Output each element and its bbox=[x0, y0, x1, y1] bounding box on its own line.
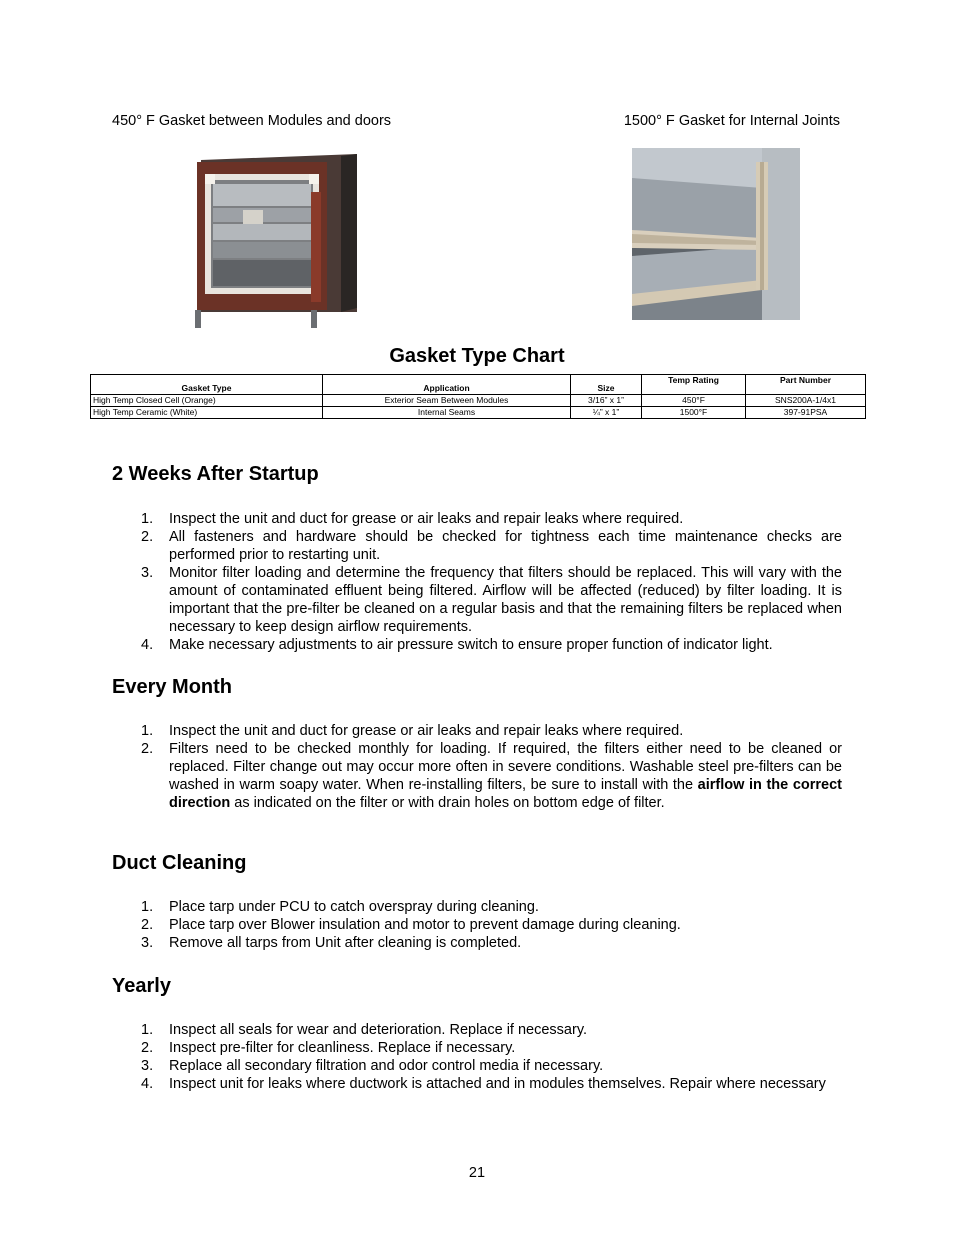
item-text: Inspect all seals for wear and deterioration. Replace if necessary. bbox=[169, 1022, 588, 1038]
item-text: Remove all tarps from Unit after cleaning is completed. bbox=[169, 935, 522, 951]
header-size: Size bbox=[571, 375, 642, 395]
item-number: 2. bbox=[141, 529, 154, 545]
cabinet-gasket-photo bbox=[191, 152, 357, 328]
item-text: Inspect the unit and duct for grease or air leaks and repair leaks where required. bbox=[169, 511, 684, 527]
page-number: 21 bbox=[468, 1165, 486, 1181]
item-number: 4. bbox=[141, 637, 154, 653]
item-text: Monitor filter loading and determine the frequency that filters should be replaced. This will vary with the amount of contaminated effluent being filtered. Airflow will be affected (reduced) by filter loading. It is important that the pre-filter be cleaned on a regular basis and that the remaining filters be replaced when necessary to keep design airflow requirements. bbox=[169, 565, 842, 635]
cell-application: Internal Seams bbox=[323, 407, 571, 419]
item-number: 3. bbox=[141, 935, 154, 951]
list-item bbox=[112, 740, 842, 812]
list-item bbox=[112, 722, 842, 740]
gasket-type-table bbox=[90, 374, 866, 419]
cell-size: ¼” x 1” bbox=[571, 407, 642, 419]
cell-application: Exterior Seam Between Modules bbox=[323, 395, 571, 407]
list-yearly bbox=[112, 1021, 842, 1093]
list-item bbox=[112, 1039, 842, 1057]
header-part-number: Part Number bbox=[746, 375, 866, 395]
list-item bbox=[112, 1021, 842, 1039]
item-text-bold: airflow in the correct direction bbox=[169, 777, 842, 811]
list-item bbox=[112, 1075, 842, 1093]
photo-caption-left: 450° F Gasket between Modules and doors bbox=[112, 113, 392, 129]
item-text: All fasteners and hardware should be checked for tightness each time maintenance checks are performed prior to restarting unit. bbox=[169, 529, 842, 563]
item-number: 1. bbox=[141, 899, 154, 915]
list-every-month bbox=[112, 722, 842, 812]
item-text: Place tarp under PCU to catch overspray during cleaning. bbox=[169, 899, 539, 915]
chart-title: Gasket Type Chart bbox=[389, 345, 565, 367]
photo-caption-right: 1500° F Gasket for Internal Joints bbox=[623, 113, 840, 129]
section-heading-duct-cleaning: Duct Cleaning bbox=[112, 852, 247, 874]
cell-temp-rating: 450°F bbox=[642, 395, 746, 407]
item-text: Inspect unit for leaks where ductwork is attached and in modules themselves. Repair where necessary bbox=[169, 1076, 826, 1092]
header-temp-rating: Temp Rating bbox=[642, 375, 746, 395]
table-header-row bbox=[91, 375, 866, 395]
list-item bbox=[112, 564, 842, 636]
table-row bbox=[91, 395, 866, 407]
item-text: Make necessary adjustments to air pressure switch to ensure proper function of indicator light. bbox=[169, 637, 773, 653]
header-gasket-type: Gasket Type bbox=[91, 375, 323, 395]
list-duct-cleaning bbox=[112, 898, 842, 952]
cell-gasket-type: High Temp Closed Cell (Orange) bbox=[91, 395, 323, 407]
item-number: 1. bbox=[141, 511, 154, 527]
list-2-weeks bbox=[112, 510, 842, 654]
cell-gasket-type: High Temp Ceramic (White) bbox=[91, 407, 323, 419]
item-number: 2. bbox=[141, 1040, 154, 1056]
cell-temp-rating: 1500°F bbox=[642, 407, 746, 419]
item-number: 2. bbox=[141, 917, 154, 933]
list-item bbox=[112, 934, 842, 952]
table-row bbox=[91, 407, 866, 419]
list-item bbox=[112, 916, 842, 934]
list-item bbox=[112, 528, 842, 564]
item-number: 3. bbox=[141, 565, 154, 581]
item-number: 4. bbox=[141, 1076, 154, 1092]
cell-part-number: 397-91PSA bbox=[746, 407, 866, 419]
internal-joint-gasket-photo bbox=[632, 148, 800, 320]
list-item bbox=[112, 510, 842, 528]
item-text: Place tarp over Blower insulation and motor to prevent damage during cleaning. bbox=[169, 917, 681, 933]
header-application: Application bbox=[323, 375, 571, 395]
list-item bbox=[112, 636, 842, 654]
item-number: 1. bbox=[141, 723, 154, 739]
section-heading-2-weeks: 2 Weeks After Startup bbox=[112, 463, 319, 485]
item-text-after: as indicated on the filter or with drain holes on bottom edge of filter. bbox=[230, 795, 665, 811]
item-number: 2. bbox=[141, 741, 154, 757]
cell-size: 3/16” x 1” bbox=[571, 395, 642, 407]
item-number: 3. bbox=[141, 1058, 154, 1074]
section-heading-every-month: Every Month bbox=[112, 676, 233, 698]
item-text: Inspect pre-filter for cleanliness. Replace if necessary. bbox=[169, 1040, 516, 1056]
item-text: Inspect the unit and duct for grease or air leaks and repair leaks where required. bbox=[169, 723, 684, 739]
list-item bbox=[112, 1057, 842, 1075]
cell-part-number: SNS200A-1/4x1 bbox=[746, 395, 866, 407]
section-heading-yearly: Yearly bbox=[112, 975, 171, 997]
list-item bbox=[112, 898, 842, 916]
item-number: 1. bbox=[141, 1022, 154, 1038]
item-text: Replace all secondary filtration and odor control media if necessary. bbox=[169, 1058, 604, 1074]
item-text-before: Filters need to be checked monthly for loading. If required, the filters either need to be cleaned or replaced. Filter change out may occur more often in severe conditions. Washable steel pre-filters can be washed in warm soapy water. When re-installing filters, be sure to install with the bbox=[169, 741, 842, 793]
